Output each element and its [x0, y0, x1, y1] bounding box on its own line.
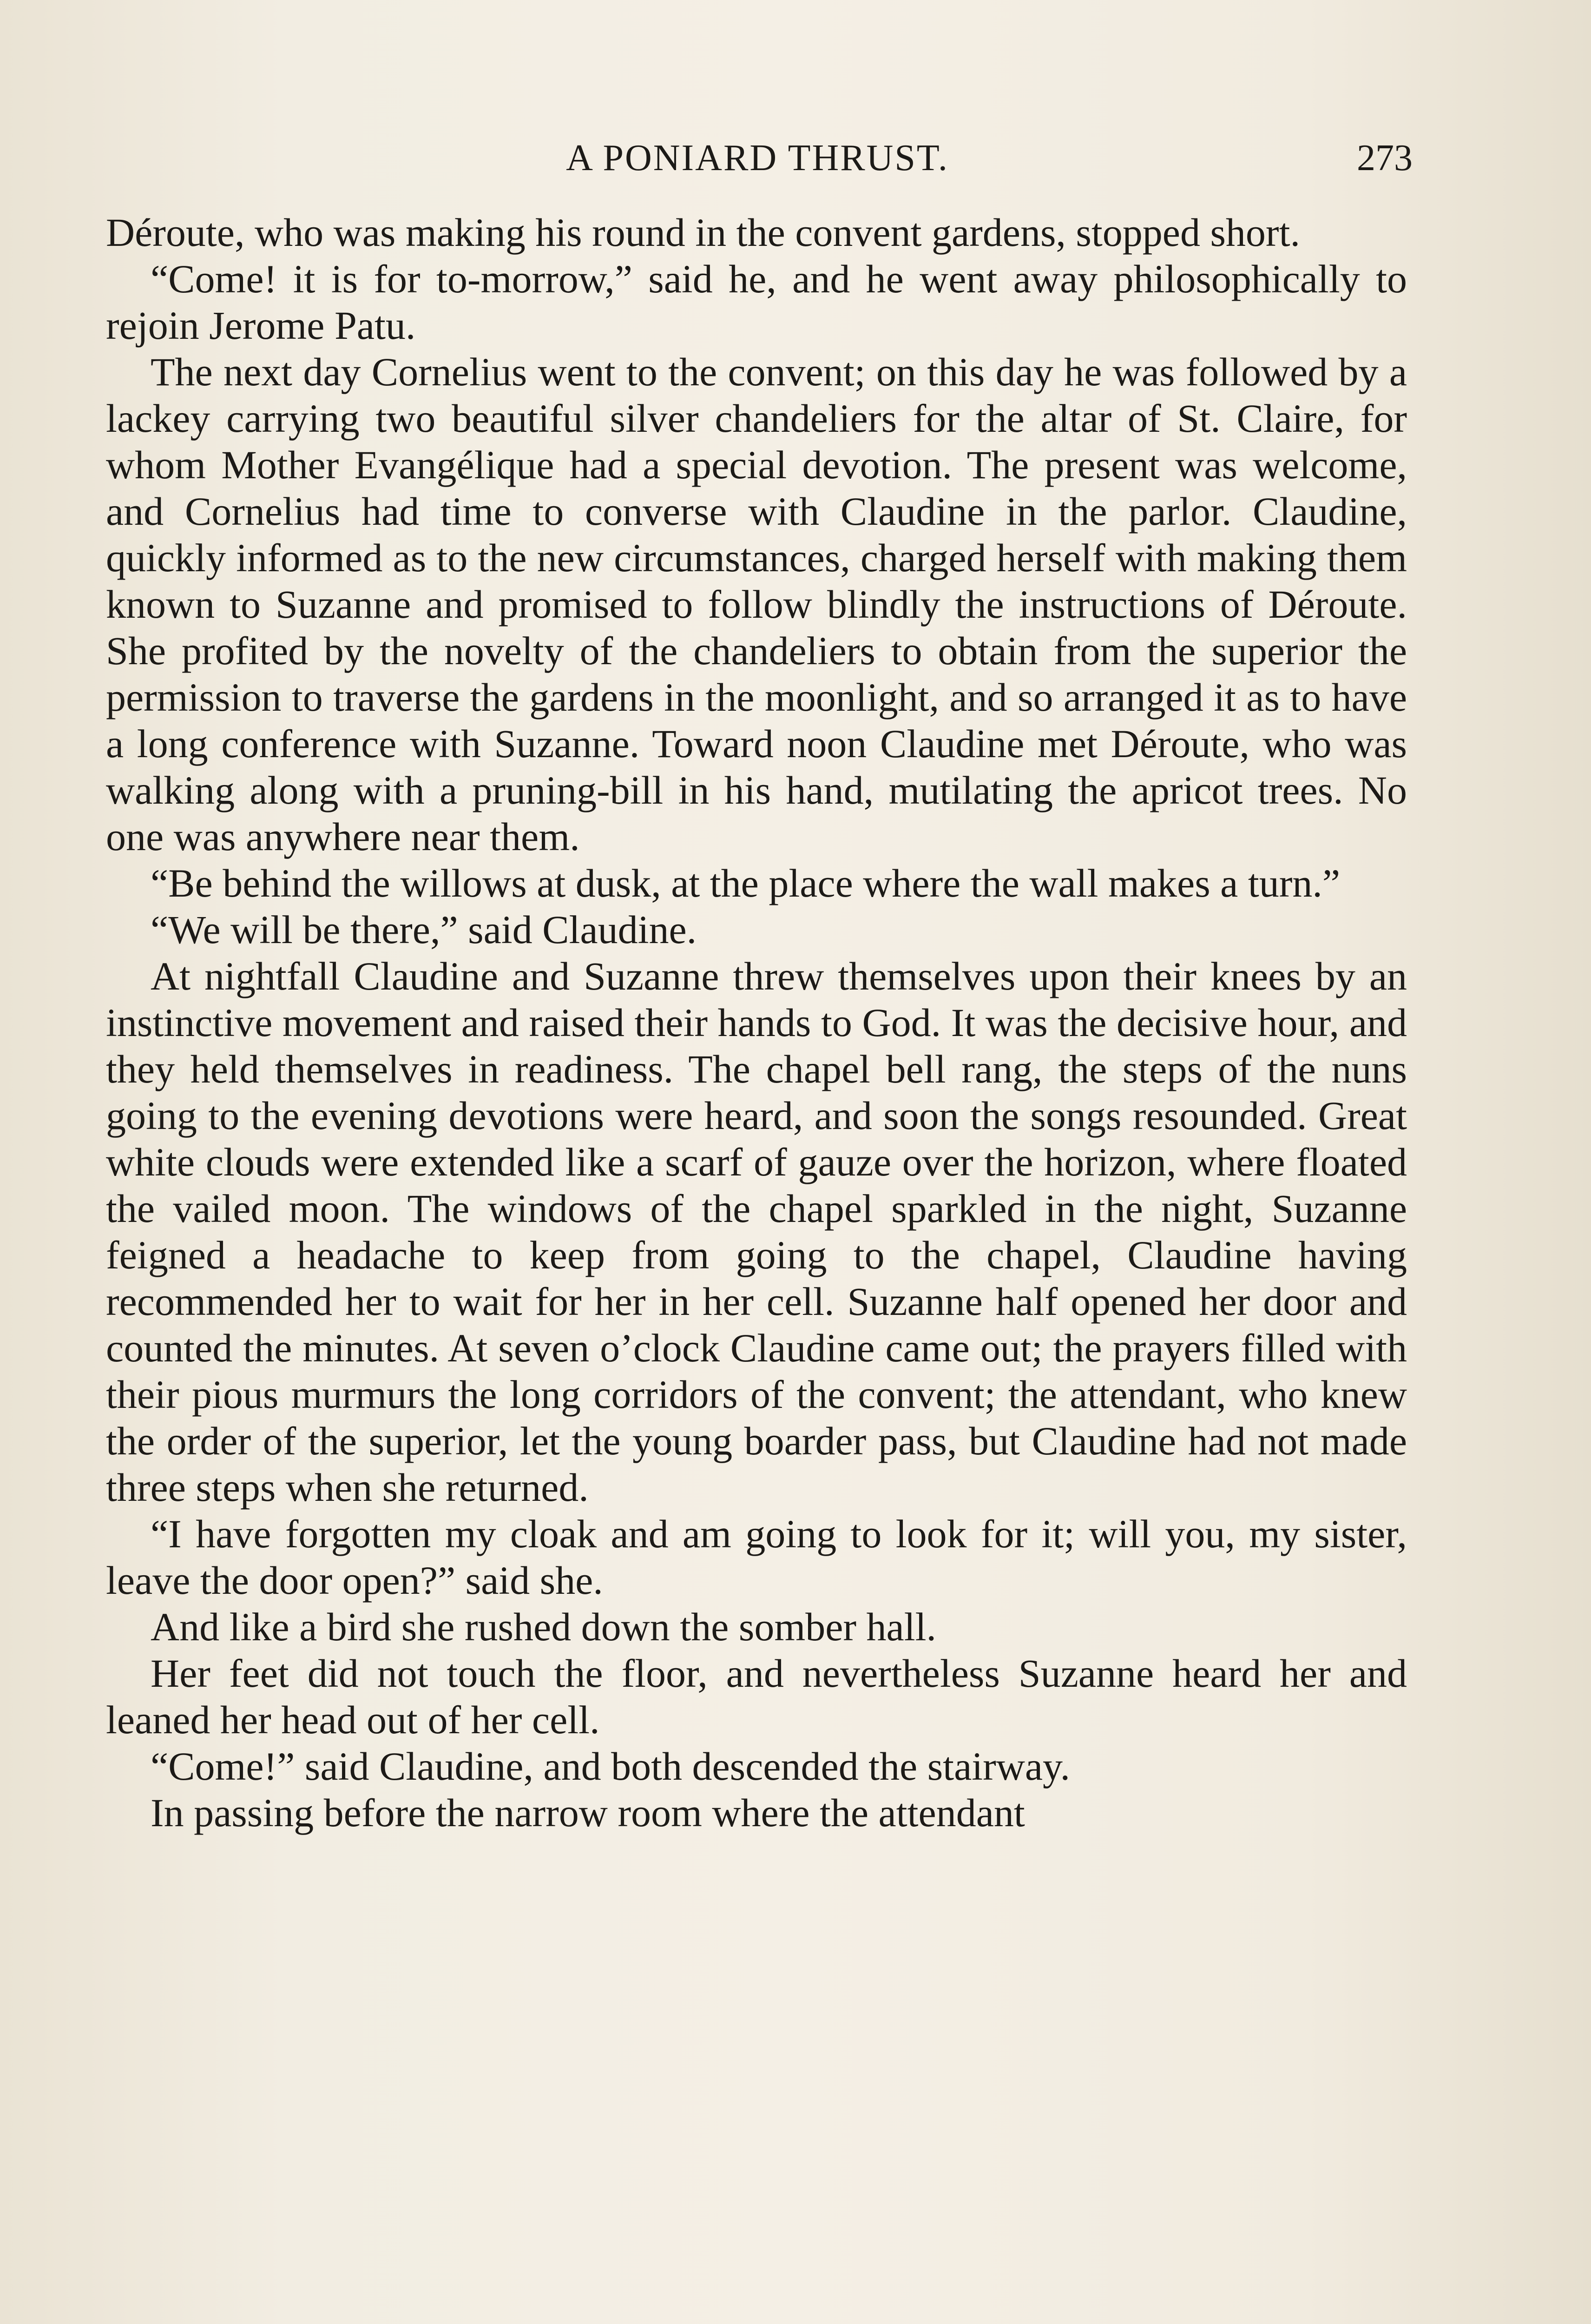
running-head [107, 130, 1413, 186]
paragraph: “Be behind the willows at dusk, at the place where the wall makes a turn.” [151, 861, 1341, 905]
paragraph: In passing before the narrow room where the attendant [151, 1790, 1025, 1835]
paragraph: Déroute, who was making his round in the convent gardens, stopped short. [106, 210, 1300, 255]
paragraph: “Come! it is for to-morrow,” said he, and he went away philosophically to rejoin Jerome Patu. [106, 257, 1407, 348]
paragraph: And like a bird she rushed down the somber hall. [151, 1604, 936, 1649]
body-text [106, 209, 1407, 1836]
paragraph: “I have forgotten my cloak and am going to look for it; will you, my sister, leave the door open?” said she. [106, 1512, 1407, 1603]
paragraph: “Come!” said Claudine, and both descended the stairway. [151, 1744, 1070, 1789]
page-number: 273 [1357, 138, 1413, 178]
paragraph: “We will be there,” said Claudine. [151, 907, 697, 952]
paragraph: The next day Cornelius went to the convent; on this day he was followed by a lackey carrying two beautiful silver chandeliers for the altar of St. Claire, for whom Mother Evangélique had a special devotion. The present was welcome, and Cornelius had time to converse with Claudine in the parlor. Claudine, quickly informed as to the new circumstances, charged herself with making them known to Suzanne and promised to follow blindly the instructions of Déroute. She profited by the novelty of the chandeliers to obtain from the superior the permission to traverse the gardens in the moonlight, and so arranged it as to have a long conference with Suzanne. Toward noon Claudine met Déroute, who was walking along with a pruning-bill in his hand, mutilating the apricot trees. No one was anywhere near them. [106, 350, 1407, 859]
paragraph: At nightfall Claudine and Suzanne threw themselves upon their knees by an instinctive movement and raised their hands to God. It was the decisive hour, and they held themselves in readiness. The chapel bell rang, the steps of the nuns going to the evening devotions were heard, and soon the songs resounded. Great white clouds were extended like a scarf of gauze over the horizon, where floated the vailed moon. The windows of the chapel sparkled in the night, Suzanne feigned a headache to keep from going to the chapel, Claudine having recommended her to wait for her in her cell. Suzanne half opened her door and counted the minutes. At seven o’clock Claudine came out; the prayers filled with their pious murmurs the long corridors of the convent; the attendant, who knew the order of the superior, let the young boarder pass, but Claudine had not made three steps when she returned. [106, 954, 1407, 1510]
running-title: A PONIARD THRUST. [566, 138, 949, 178]
paragraph: Her feet did not touch the floor, and nevertheless Suzanne heard her and leaned her head out of her cell. [106, 1651, 1407, 1742]
